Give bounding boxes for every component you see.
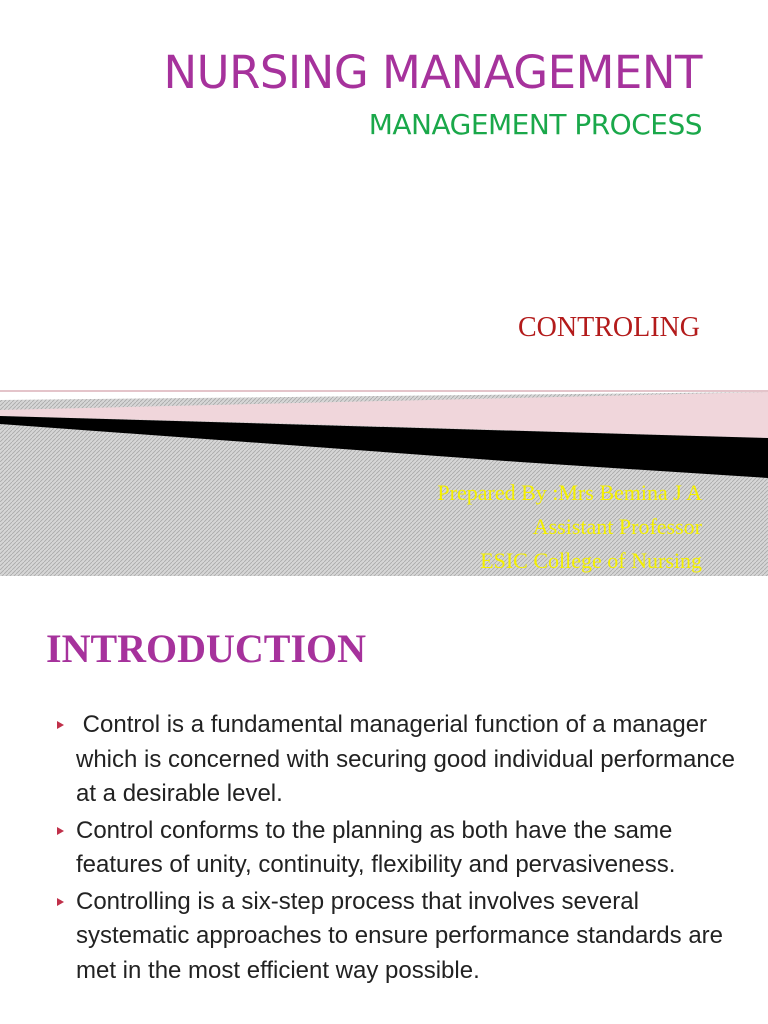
presenter-designation: Assistant Professor: [532, 514, 702, 539]
bullet-list: [54, 708, 744, 990]
bullet-text: Control is a fundamental managerial function of a manager which is concerned with securing good individual performance at a desirable level.: [76, 711, 742, 807]
presenter-institution: ESIC College of Nursing: [480, 548, 702, 573]
bullet-item: [54, 708, 744, 812]
bullet-item: [54, 885, 744, 989]
presenter-info: [437, 476, 702, 576]
section-label: CONTROLING: [518, 312, 700, 343]
triangle-bullet-icon: [57, 721, 64, 729]
intro-heading: INTRODUCTION: [46, 626, 367, 671]
slide-subtitle: MANAGEMENT PROCESS: [368, 108, 702, 141]
introduction-slide: [0, 585, 768, 1024]
bullet-text: Controlling is a six-step process that involves several systematic approaches to ensure performance standards are met in the most efficient way possible.: [76, 887, 724, 984]
bullet-item: [54, 814, 744, 883]
bullet-text: Control conforms to the planning as both have the same features of unity, continuity, flexibility and pervasiveness.: [76, 816, 676, 878]
triangle-bullet-icon: [57, 898, 64, 906]
triangle-bullet-icon: [57, 827, 64, 835]
presenter-name: Prepared By :Mrs Bemina J A: [437, 480, 702, 505]
slide-title: NURSING MANAGEMENT: [163, 46, 702, 99]
